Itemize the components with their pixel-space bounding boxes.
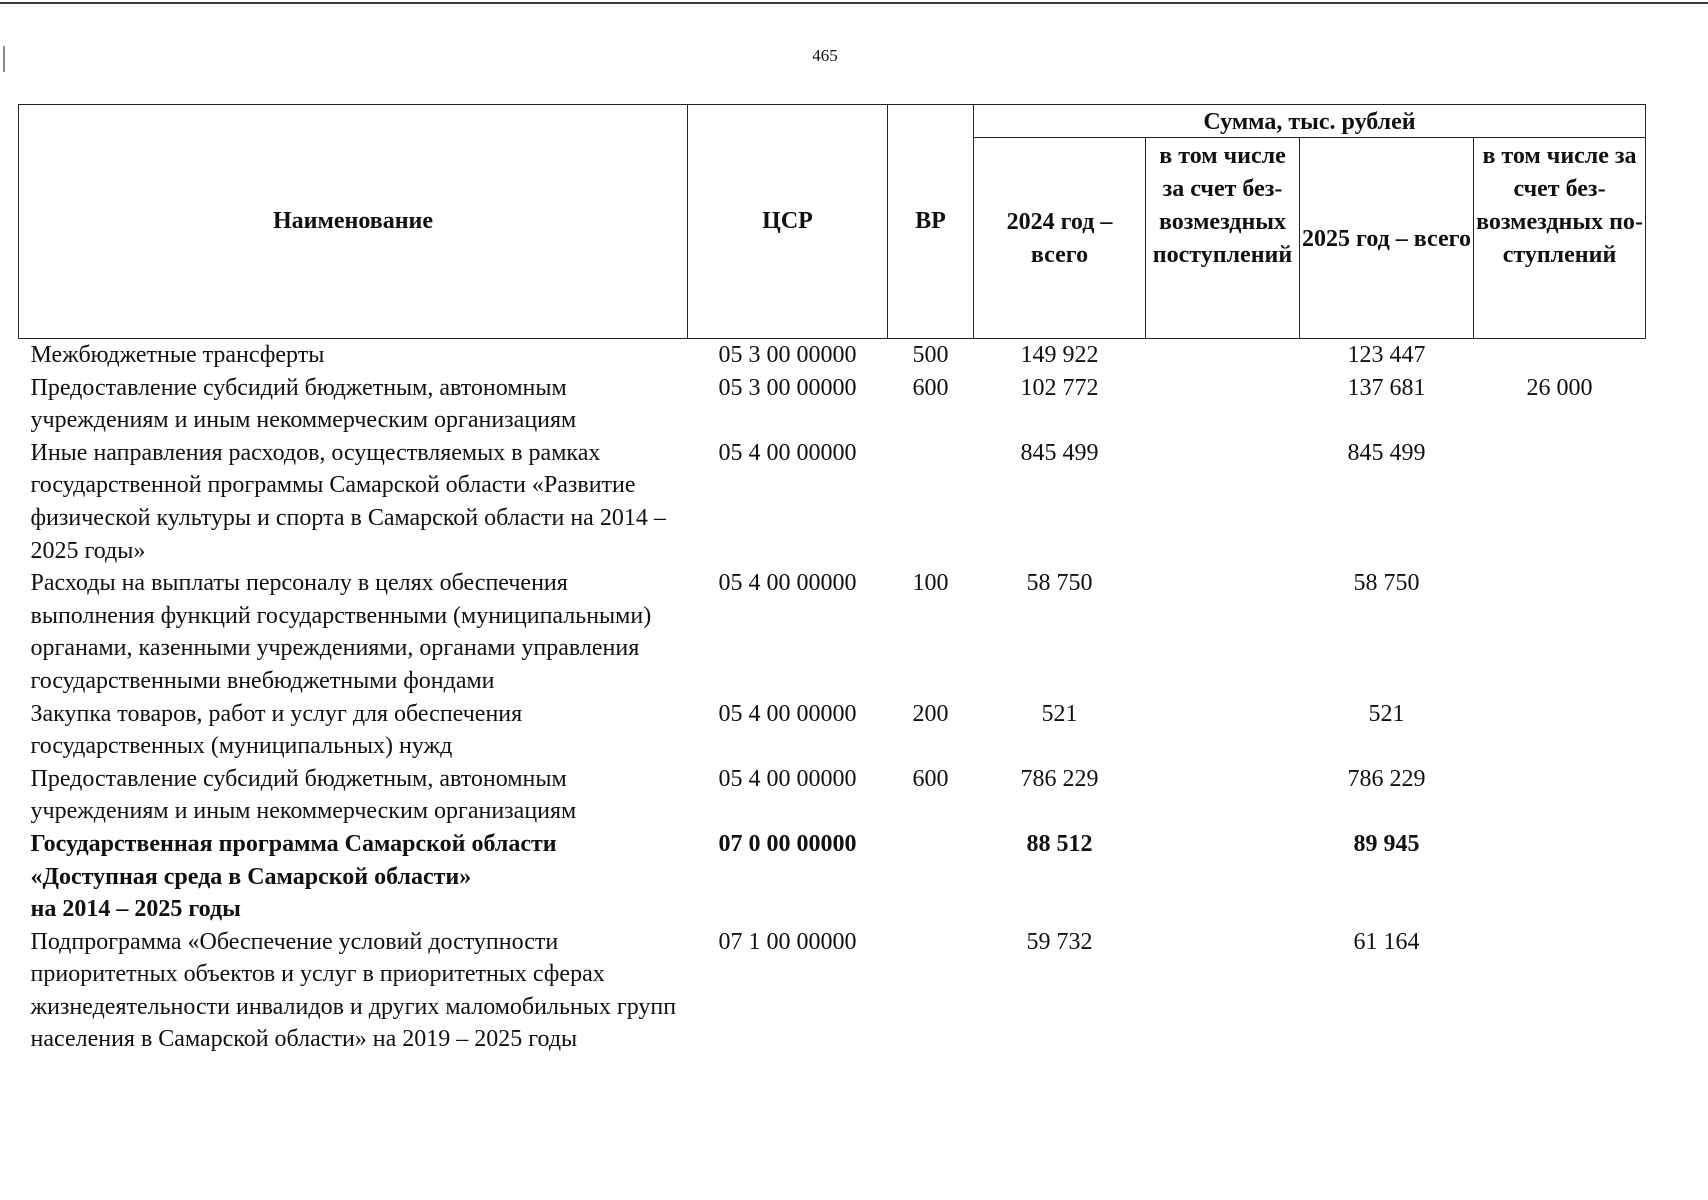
row-name: Закупка товаров, работ и услуг для обеспечения государственных (муниципальных) нужд [30,700,523,760]
row-2024-grants [1146,339,1300,372]
row-2024-total: 786 229 [1020,765,1099,792]
table-row [19,372,1646,437]
budget-table [18,104,1646,1056]
row-2025-grants [1474,828,1646,926]
row-vr: 500 [912,342,949,368]
row-2025-grants: 26 000 [1526,374,1593,401]
table-row [19,567,1646,697]
row-csr: 05 4 00 00000 [718,765,857,792]
row-2024-grants [1146,567,1300,697]
row-2024-total: 102 772 [1020,374,1099,401]
row-2024-total: 149 922 [1020,342,1099,368]
row-2024-total: 845 499 [1020,439,1099,466]
row-2025-grants [1474,763,1646,828]
header-csr: ЦСР [688,105,888,339]
row-vr: 100 [912,570,949,597]
table-row [19,926,1646,1056]
row-2025-grants [1474,926,1646,1056]
row-2025-total: 137 681 [1347,374,1426,401]
row-vr: 600 [912,374,949,401]
table-row [19,339,1646,372]
row-2024-total: 59 732 [1026,928,1093,955]
header-name: Наименование [19,105,688,339]
row-2024-grants [1146,763,1300,828]
row-2024-grants [1146,698,1300,763]
row-name-part1: Государственная программа Самарской области «Доступная среда в Самарской области» [30,830,557,890]
table-body [19,339,1646,1057]
budget-table-container [18,104,1645,1056]
header-2024-grants: в том числе за счет безвозмездных поступлений [1146,138,1300,339]
row-2025-total: 61 164 [1353,928,1420,955]
row-name: Межбюджетные трансферты [30,342,325,368]
row-2024-total: 521 [1041,700,1078,727]
row-csr: 05 3 00 00000 [718,342,857,368]
row-name-part2: на 2014 – 2025 годы [30,896,241,923]
table-row [19,698,1646,763]
row-csr: 05 3 00 00000 [718,374,857,401]
row-csr: 05 4 00 00000 [718,570,857,597]
row-csr: 07 0 00 00000 [718,830,857,857]
top-border-line [0,2,1708,4]
table-row [19,437,1646,567]
row-2025-total: 123 447 [1347,342,1426,368]
row-2024-grants [1146,372,1300,437]
row-2025-total: 58 750 [1353,570,1420,597]
row-2024-grants [1146,828,1300,926]
row-name: Расходы на выплаты персоналу в целях обеспечения выполнения функций государственными (муниципальными) органами, казенными учреждениями, органами управления государственными внебюджетными фондами [30,570,652,694]
row-name: Предоставление субсидий бюджетным, автономным учреждениям и иным некоммерческим организациям [30,374,577,434]
table-row [19,763,1646,828]
row-name: Предоставление субсидий бюджетным, автономным учреждениям и иным некоммерческим организациям [30,765,577,825]
row-2025-total: 89 945 [1353,830,1420,857]
row-2025-total: 521 [1368,700,1405,727]
row-vr: 200 [912,700,949,727]
row-name: Иные направления расходов, осуществляемых в рамках государственной программы Самарской области «Развитие физической культуры и спорта в Самарской области на 2014 – 2025 годы» [30,439,666,564]
row-2025-grants [1474,698,1646,763]
row-2025-total: 786 229 [1347,765,1426,792]
row-2025-grants [1474,339,1646,372]
row-2024-total: 58 750 [1026,570,1093,597]
header-sum: Сумма, тыс. рублей [974,105,1646,138]
row-csr: 07 1 00 00000 [718,928,857,955]
row-vr [888,437,974,567]
header-2025-total: 2025 год – всего [1300,138,1474,339]
table-header [19,105,1646,339]
row-2025-total: 845 499 [1347,439,1426,466]
row-csr: 05 4 00 00000 [718,439,857,466]
header-2024-total: 2024 год – всего [974,138,1146,339]
row-csr: 05 4 00 00000 [718,700,857,727]
row-name: Подпрограмма «Обеспечение условий доступности приоритетных объектов и услуг в приоритетных сферах жизнедеятельности инвалидов и других маломобильных групп населения в Самарской области» на 2019 – 2025 годы [30,928,677,1053]
row-vr [888,926,974,1056]
row-2024-grants [1146,926,1300,1056]
table-row-program [19,828,1646,926]
row-vr [888,828,974,926]
header-2025-grants: в том числе за счет безвозмездных поступлений [1474,138,1646,339]
row-2025-grants [1474,437,1646,567]
row-vr: 600 [912,765,949,792]
row-name [19,828,688,926]
page-number: 465 [812,46,838,65]
row-2025-grants [1474,567,1646,697]
header-vr: ВР [888,105,974,339]
row-2024-total: 88 512 [1026,830,1093,857]
row-2024-grants [1146,437,1300,567]
